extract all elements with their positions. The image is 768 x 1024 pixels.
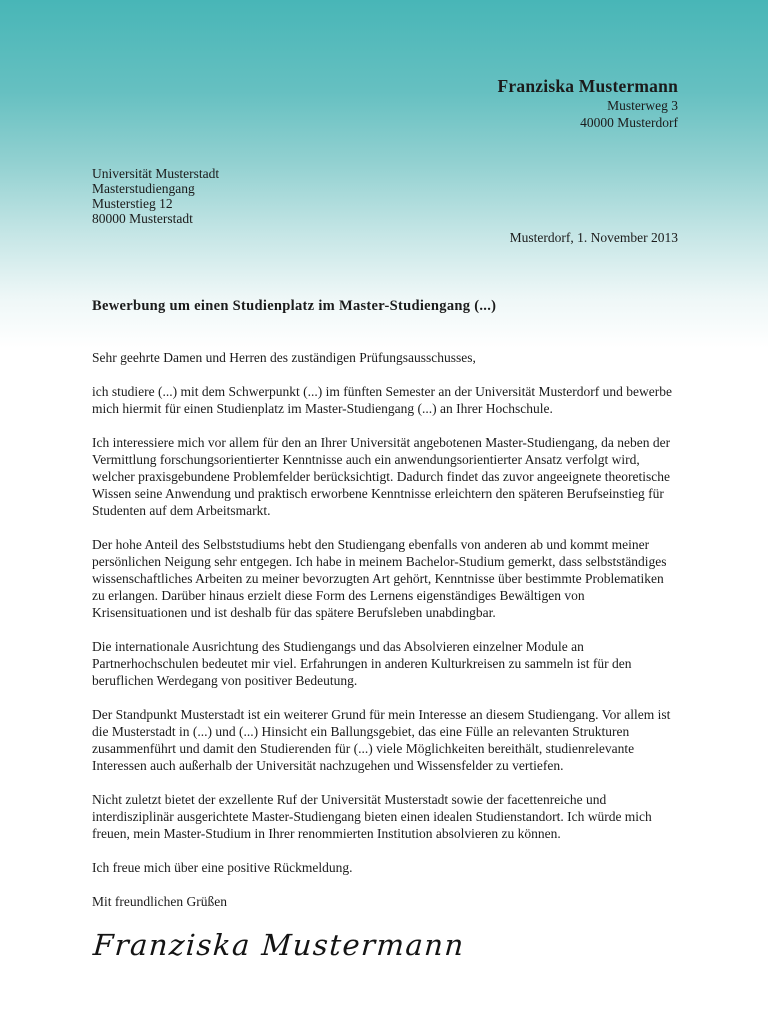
- body-paragraph-1: ich studiere (...) mit dem Schwerpunkt (...) im fünften Semester an der Universität Musterdorf und bewerbe mich hiermit für einen Studienplatz im Master-Studiengang (...) an Ihrer Hochschule.: [92, 384, 672, 416]
- body-paragraph-3: Der hohe Anteil des Selbststudiums hebt den Studiengang ebenfalls von anderen ab und kommt meiner persönlichen Neigung sehr entgegen. Ich habe in meinem Bachelor-Studium gemerkt, dass selbstständiges wissenschaftliches Arbeiten zu meiner bevorzugten Art gehört, Kenntnisse über bestimmte Problematiken zu erlangen. Darüber hinaus erzielt diese Form des Lernens eigenständiges Bewältigen von Krisensituationen und ist deshalb für das spätere Berufsleben unabdingbar.: [92, 537, 667, 620]
- regards-line: Mit freundlichen Grüßen: [92, 894, 227, 909]
- sender-block: [92, 76, 678, 131]
- subject-line: Bewerbung um einen Studienplatz im Master-Studiengang (...): [92, 298, 497, 314]
- sender-name: Franziska Mustermann: [497, 76, 678, 96]
- recipient-line-city: 80000 Musterstadt: [92, 211, 193, 226]
- sender-city: 40000 Musterdorf: [580, 115, 678, 130]
- recipient-block: [92, 166, 678, 226]
- body-paragraph-2: Ich interessiere mich vor allem für den an Ihrer Universität angebotenen Master-Studiengang, da neben der Vermittlung forschungsorientierter Kenntnisse auch ein anwendungsorientierter Ansatz verfolgt wird, welcher praxisgebundene Problemfelder berücksichtigt. Dadurch findet das zuvor angeeignete theoretische Wissen seine Anwendung und praktisch erworbene Kenntnisse erleichtern den späteren Berufseinstieg für Studenten auf dem Arbeitsmarkt.: [92, 435, 671, 518]
- recipient-line-program: Masterstudiengang: [92, 181, 195, 196]
- signature: Franziska Mustermann: [92, 928, 466, 962]
- sender-street: Musterweg 3: [607, 98, 678, 113]
- body-paragraph-6: Nicht zuletzt bietet der exzellente Ruf der Universität Musterstadt sowie der facettenreiche und interdisziplinär ausgerichtete Master-Studiengang bieten einen idealen Studienstandort. Ich würde mich freuen, mein Master-Studium in Ihrer renommierten Institution absolvieren zu können.: [92, 792, 652, 841]
- closing-line: Ich freue mich über eine positive Rückmeldung.: [92, 860, 353, 875]
- recipient-line-street: Musterstieg 12: [92, 196, 173, 211]
- salutation: Sehr geehrte Damen und Herren des zuständigen Prüfungsausschusses,: [92, 350, 476, 365]
- body-paragraph-5: Der Standpunkt Musterstadt ist ein weiterer Grund für mein Interesse an diesem Studiengang. Vor allem ist die Musterstadt in (...) und (...) Hinsicht ein Ballungsgebiet, das eine Fülle an relevanten Strukturen zusammenführt und damit den Studierenden für (...) viele Möglichkeiten bereithält, studienrelevante Interessen auch außerhalb der Universität nachzugehen und Wissensfelder zu vertiefen.: [92, 707, 671, 773]
- recipient-line-university: Universität Musterstadt: [92, 166, 220, 181]
- date-line: Musterdorf, 1. November 2013: [509, 230, 678, 245]
- body-paragraph-4: Die internationale Ausrichtung des Studiengangs und das Absolvieren einzelner Module an Partnerhochschulen bedeutet mir viel. Erfahrungen in anderen Kulturkreisen zu sammeln ist für den beruflichen Werdegang von positiver Bedeutung.: [92, 639, 632, 688]
